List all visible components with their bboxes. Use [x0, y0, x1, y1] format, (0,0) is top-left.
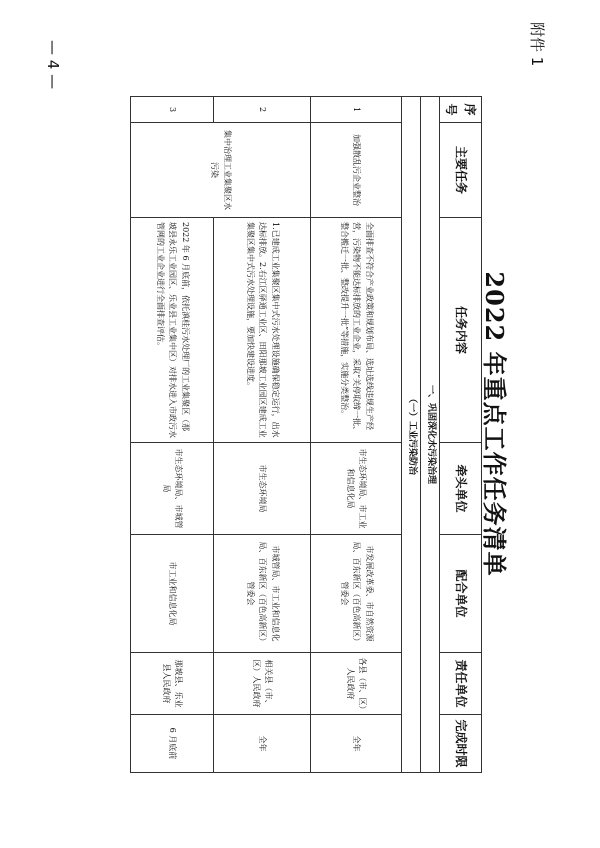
row-number: 1 — [310, 97, 401, 123]
lead-unit: 市生态环境局 — [213, 443, 310, 535]
header-cell: 序号 — [439, 97, 481, 123]
header-cell: 责任单位 — [439, 653, 481, 715]
deadline: 全年 — [213, 715, 310, 773]
responsible-unit: 那坡县、乐业县人民政府 — [130, 653, 213, 715]
table-row — [213, 97, 310, 773]
table-header-row — [439, 97, 481, 773]
row-number: 3 — [130, 97, 213, 123]
main-task: 集中治理工业集聚区水污染 — [130, 123, 310, 218]
page-number: — 4 — — [44, 40, 62, 90]
responsible-unit: 相关县（市、区）人民政府 — [213, 653, 310, 715]
header-cell: 牵头单位 — [439, 443, 481, 535]
subsection-row — [401, 97, 420, 773]
cooperating-units: 市发展改革委、市自然资源局、百东新区（百色高新区）管委会 — [310, 535, 401, 653]
cooperating-units: 市城管局、市工业和信息化局、百东新区（百色高新区）管委会 — [213, 535, 310, 653]
header-cell: 配合单位 — [439, 535, 481, 653]
task-table — [130, 96, 482, 773]
lead-unit: 市生态环境局、市城管局 — [130, 443, 213, 535]
attachment-label: 附件 1 — [528, 22, 546, 67]
task-content: 全面排查不符合产业政策和规划布局、选址选线违规生产经营，污染物不能达标排放的工业企业，采取“关停取缔一批、整合搬迁一批、整改提升一批”等措施，实施分类整治。 — [310, 218, 401, 443]
deadline: 6 月底前 — [130, 715, 213, 773]
section-heading: 一、巩固深化水污染治理 — [420, 97, 439, 773]
task-content: 1.已建成工业集聚区集中式污水处理设施确保稳定运行，出水达标排放。2.右江区驿通工业区、田阳那坡工业园区建成工业集聚区集中式污水处理设施，要加快建设进度。 — [213, 218, 310, 443]
cooperating-units: 市工业和信息化局 — [130, 535, 213, 653]
deadline: 全年 — [310, 715, 401, 773]
main-task: 加强散乱污企业整治 — [310, 123, 401, 218]
header-cell: 完成时限 — [439, 715, 481, 773]
table-row — [310, 97, 401, 773]
subsection-heading: （一）工业污染防治 — [401, 97, 420, 773]
row-number: 2 — [213, 97, 310, 123]
header-cell: 任务内容 — [439, 218, 481, 443]
document-title: 2022 年重点工作任务清单 — [480, 271, 509, 577]
task-content: 2022 年 6 月底前，依托滇桂污水处理厂的工业集聚区（那坡县永乐工业园区、乐业县工业集中区）对排水进入市政污水管网的工业企业进行全面排查评估。 — [130, 218, 213, 443]
lead-unit: 市生态环境局、市工业和信息化局 — [310, 443, 401, 535]
header-cell: 主要任务 — [439, 123, 481, 218]
section-row — [420, 97, 439, 773]
responsible-unit: 各县（市、区）人民政府 — [310, 653, 401, 715]
